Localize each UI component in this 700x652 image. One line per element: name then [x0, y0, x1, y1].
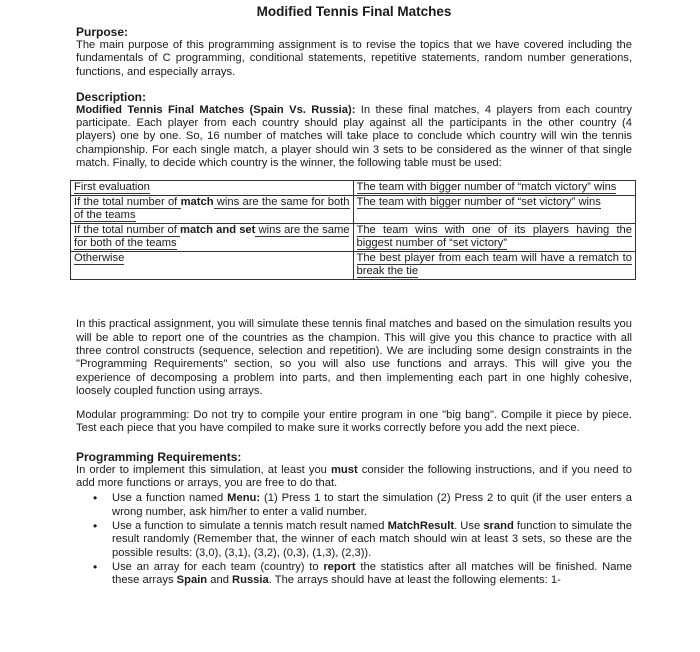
- bullet-icon: •: [93, 518, 98, 533]
- requirement-item: • Use a function named Menu: (1) Press 1 to start the simulation (2) Press 2 to quit (if the user enters a wrong number, ask him/her to enter a valid number.: [93, 491, 632, 518]
- description-text: In these final matches, 4 players from each country participate. Each player from each country should play against all the participants in the other country (4 players) one by one. So, 16 number of matches will take place to conclude which country will win the tennis championship. For each single match, a player should win 3 sets to be considered as the winner of that single match. Finally, to decide which country is the winner, the following table must be used:: [76, 103, 632, 170]
- condition-cell: Otherwise: [71, 252, 354, 280]
- table-row: [71, 224, 636, 252]
- result-cell: The best player from each team will have a rematch to break the tie: [353, 252, 636, 280]
- purpose-heading: Purpose:: [76, 25, 129, 39]
- bullet-icon: •: [93, 491, 98, 506]
- result-cell: The team wins with one of its players having the biggest number of “set victory”: [353, 224, 636, 252]
- document-title: Modified Tennis Final Matches: [256, 4, 452, 19]
- table-row: [71, 181, 636, 196]
- description-lead: Modified Tennis Final Matches (Spain Vs. Russia):: [76, 103, 356, 116]
- purpose-text: The main purpose of this programming assignment is to revise the topics that we have covered including the fundamentals of C programming, conditional statements, repetitive statements, random number generations, functions, and especially arrays.: [76, 39, 632, 78]
- evaluation-table: [70, 180, 636, 280]
- requirements-list: [76, 492, 632, 587]
- description-paragraph: [76, 104, 632, 170]
- condition-cell: First evaluation: [71, 181, 354, 196]
- table-row: [71, 252, 636, 280]
- must-emphasis: must: [330, 463, 358, 476]
- practical-paragraph: In this practical assignment, you will simulate these tennis final matches and based on the simulation results you will be able to report one of the countries as the champion. This will give you this chance to practice with all three control constructs (sequence, selection and repetition). We are including some design constraints in the "Programming Requirements" section, so you will also use functions and arrays. This will give you the experience of decomposing a problem into parts, and then implementing each part in one highly cohesive, loosely coupled function using arrays.: [76, 318, 632, 397]
- description-heading: Description:: [76, 89, 147, 104]
- requirement-item: • Use an array for each team (country) to report the statistics after all matches will be finished. Name these arrays Spain and Russia. The arrays should have at least the following elements: 1-: [93, 559, 632, 587]
- requirements-intro: In order to implement this simulation, at least you must consider the following instructions, and if you need to add more functions or arrays, you are free to do that.: [76, 463, 632, 490]
- result-cell: The team with bigger number of “match victory” wins: [353, 181, 636, 196]
- condition-cell: If the total number of match wins are the same for both of the teams: [71, 196, 354, 224]
- requirements-heading: Programming Requirements:: [76, 449, 242, 464]
- modular-paragraph: Modular programming: Do not try to compile your entire program in one "big bang". Compile it piece by piece. Test each piece that you have compiled to make sure it works correctly before you add the next piece.: [76, 409, 632, 435]
- table-row: [71, 196, 636, 224]
- bullet-icon: •: [93, 559, 98, 574]
- requirement-item: • Use a function to simulate a tennis match result named MatchResult. Use srand function to simulate the result randomly (Remember that, the winner of each match should win at least 3 sets, so these are the possible results: (3,0), (3,1), (3,2), (0,3), (1,3), (2,3)).: [93, 518, 632, 559]
- condition-cell: If the total number of match and set wins are the same for both of the teams: [71, 224, 354, 252]
- result-cell: The team with bigger number of “set victory” wins: [353, 196, 636, 224]
